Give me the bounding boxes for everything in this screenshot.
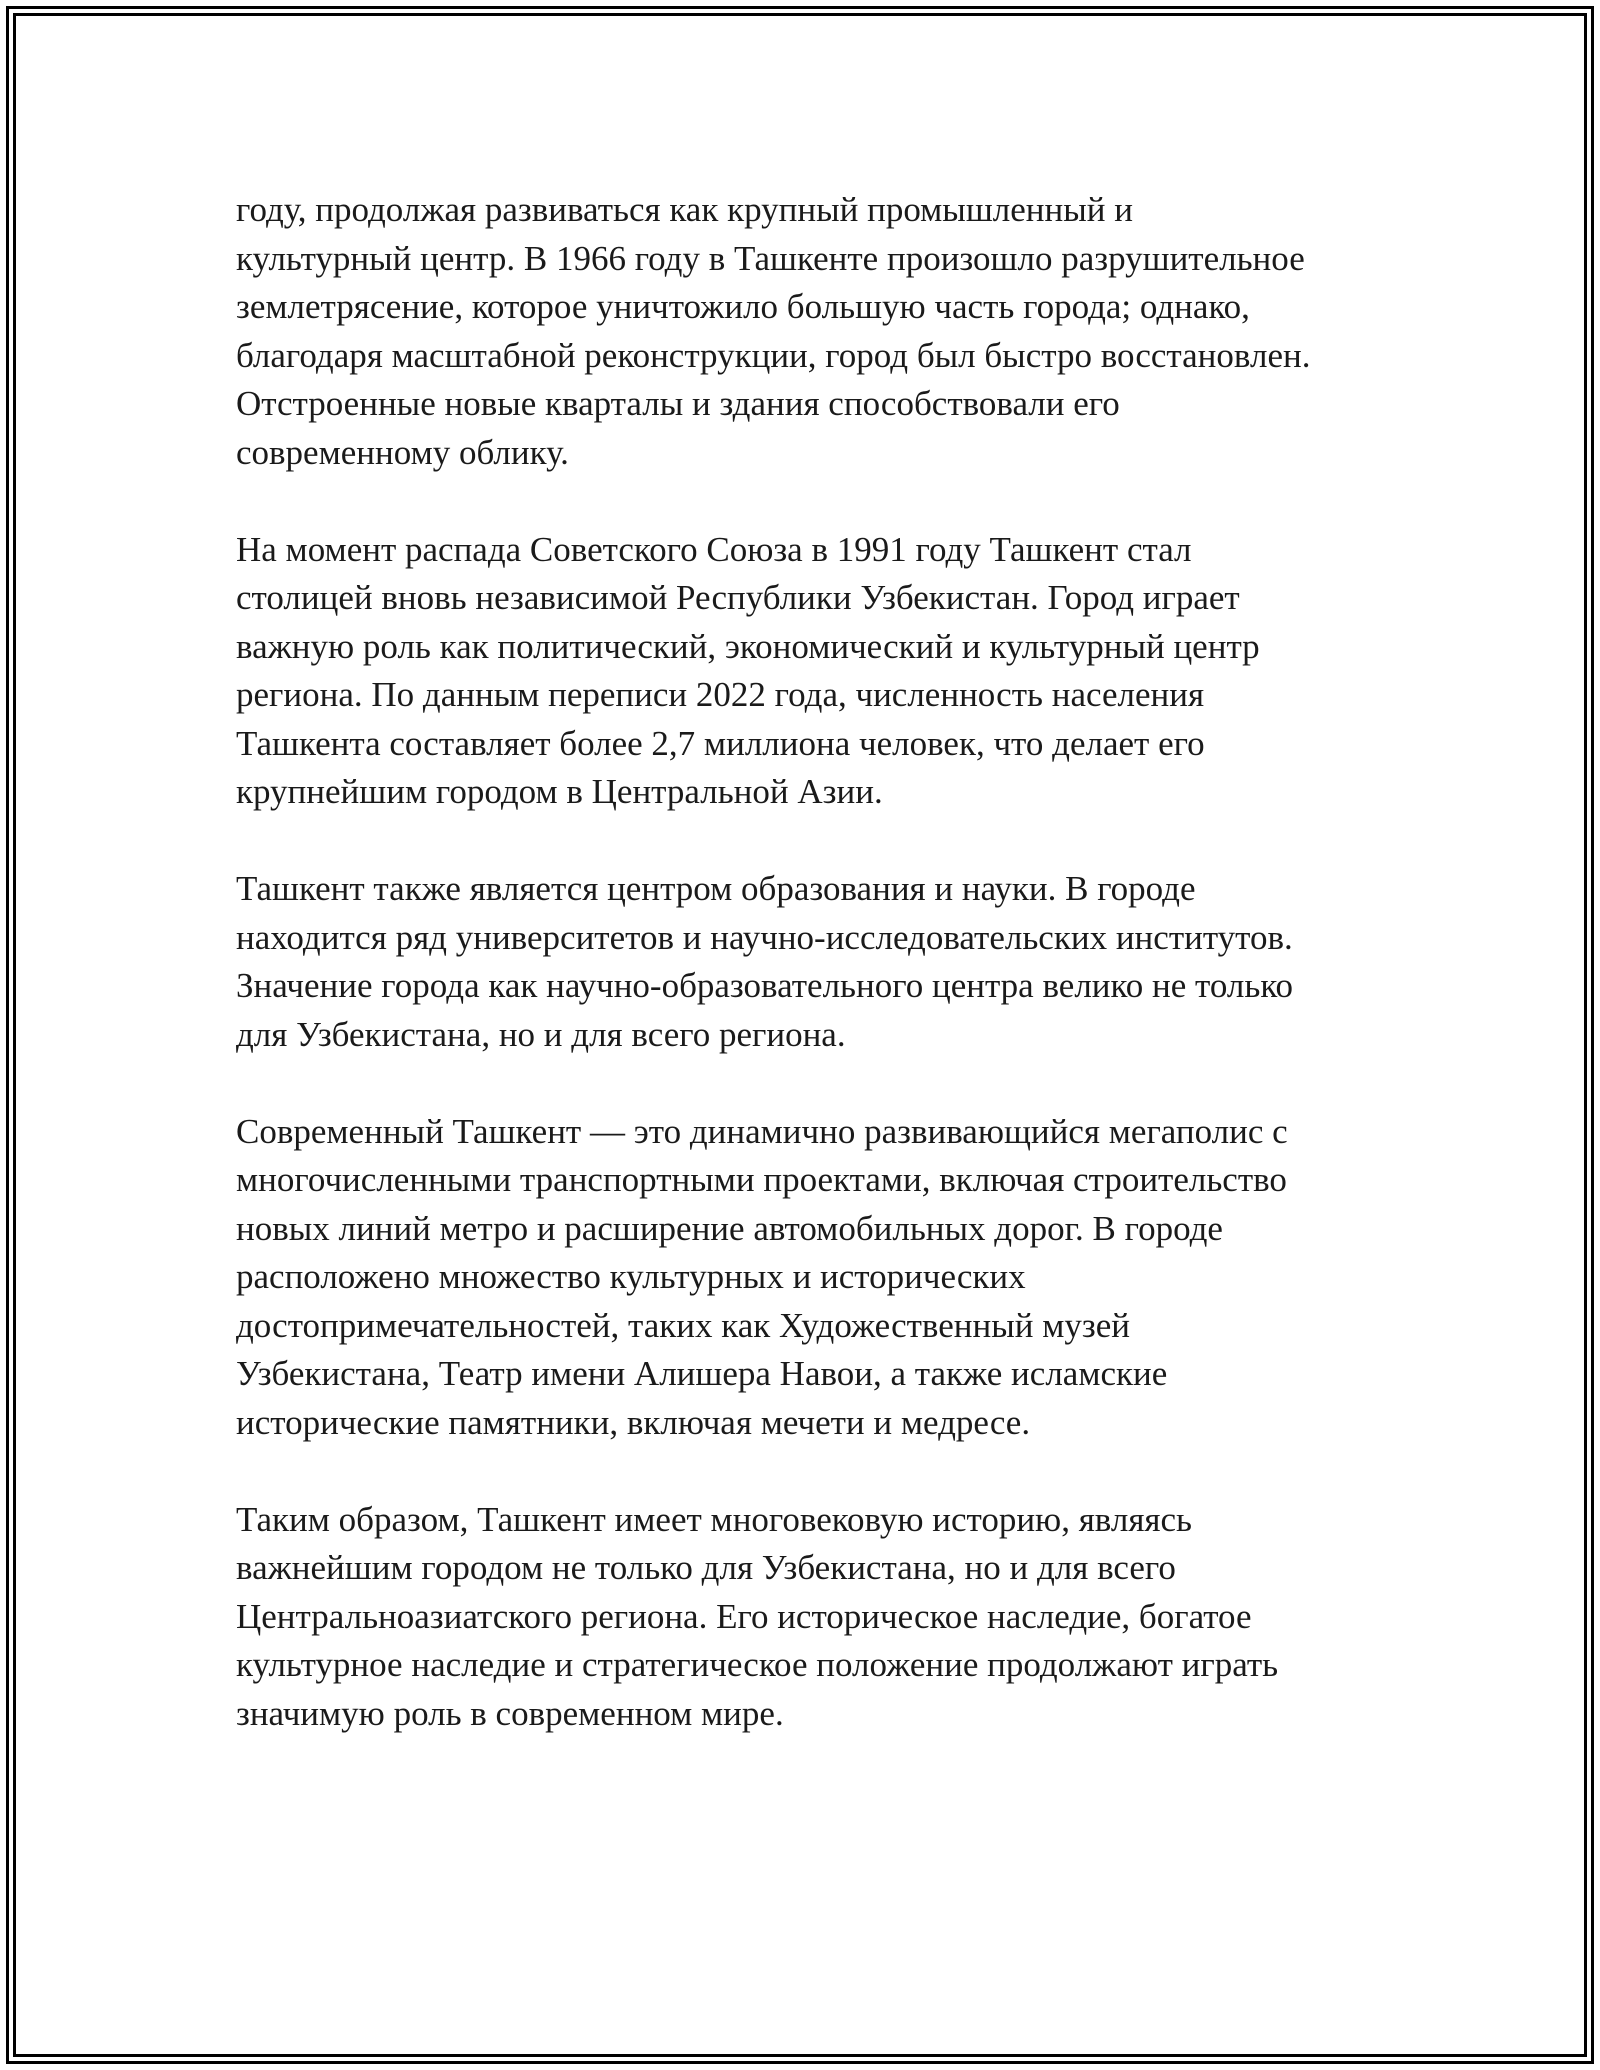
text-line: исторические памятники, включая мечети и медресе. <box>236 1402 1031 1442</box>
text-line: землетрясение, которое уничтожило большую часть города; однако, <box>236 287 1250 326</box>
text-line: расположено множество культурных и исторических <box>236 1257 1026 1296</box>
text-line: Современный Ташкент — это динамично развивающийся мегаполис с <box>236 1111 1288 1151</box>
text-line: региона. По данным переписи 2022 года, численность населения <box>236 675 1205 714</box>
paragraph-1 <box>236 186 1386 477</box>
text-line: столицей вновь независимой Республики Узбекистан. Город играет <box>236 578 1240 617</box>
text-line: важную роль как политический, экономический и культурный центр <box>236 626 1260 666</box>
text-line: достопримечательностей, таких как Художественный музей <box>236 1305 1130 1345</box>
text-line: современному облику. <box>236 432 569 472</box>
text-line: новых линий метро и расширение автомобильных дорог. В городе <box>236 1208 1223 1248</box>
text-line: Узбекистана, Театр имени Алишера Навои, а также исламские <box>236 1354 1168 1393</box>
text-line: На момент распада Советского Союза в 1991 году Ташкент стал <box>236 529 1192 569</box>
text-line: культурный центр. В 1966 году в Ташкенте произошло разрушительное <box>236 238 1305 278</box>
text-line: находится ряд университетов и научно-исследовательских институтов. <box>236 917 1293 957</box>
text-line: культурное наследие и стратегическое положение продолжают играть <box>236 1645 1279 1684</box>
text-line: Ташкент также является центром образования и науки. В городе <box>236 869 1196 908</box>
text-line: Ташкента составляет более 2,7 миллиона человек, что делает его <box>236 723 1205 763</box>
document-body <box>236 186 1386 1787</box>
text-line: значимую роль в современном мире. <box>236 1693 784 1733</box>
paragraph-2 <box>236 526 1386 817</box>
text-line: для Узбекистана, но и для всего региона. <box>236 1014 846 1054</box>
text-line: Центральноазиатского региона. Его историческое наследие, богатое <box>236 1596 1252 1636</box>
paragraph-5 <box>236 1496 1386 1739</box>
text-line: благодаря масштабной реконструкции, город был быстро восстановлен. <box>236 335 1311 375</box>
text-line: Таким образом, Ташкент имеет многовековую историю, являясь <box>236 1499 1193 1539</box>
text-line: важнейшим городом не только для Узбекистана, но и для всего <box>236 1548 1176 1587</box>
paragraph-4 <box>236 1108 1386 1448</box>
text-line: крупнейшим городом в Центральной Азии. <box>236 772 883 811</box>
text-line: Отстроенные новые кварталы и здания способствовали его <box>236 384 1120 423</box>
text-line: году, продолжая развиваться как крупный промышленный и <box>236 190 1133 229</box>
paragraph-3 <box>236 865 1386 1059</box>
text-line: многочисленными транспортными проектами, включая строительство <box>236 1160 1287 1199</box>
text-line: Значение города как научно-образовательного центра велико не только <box>236 966 1294 1005</box>
